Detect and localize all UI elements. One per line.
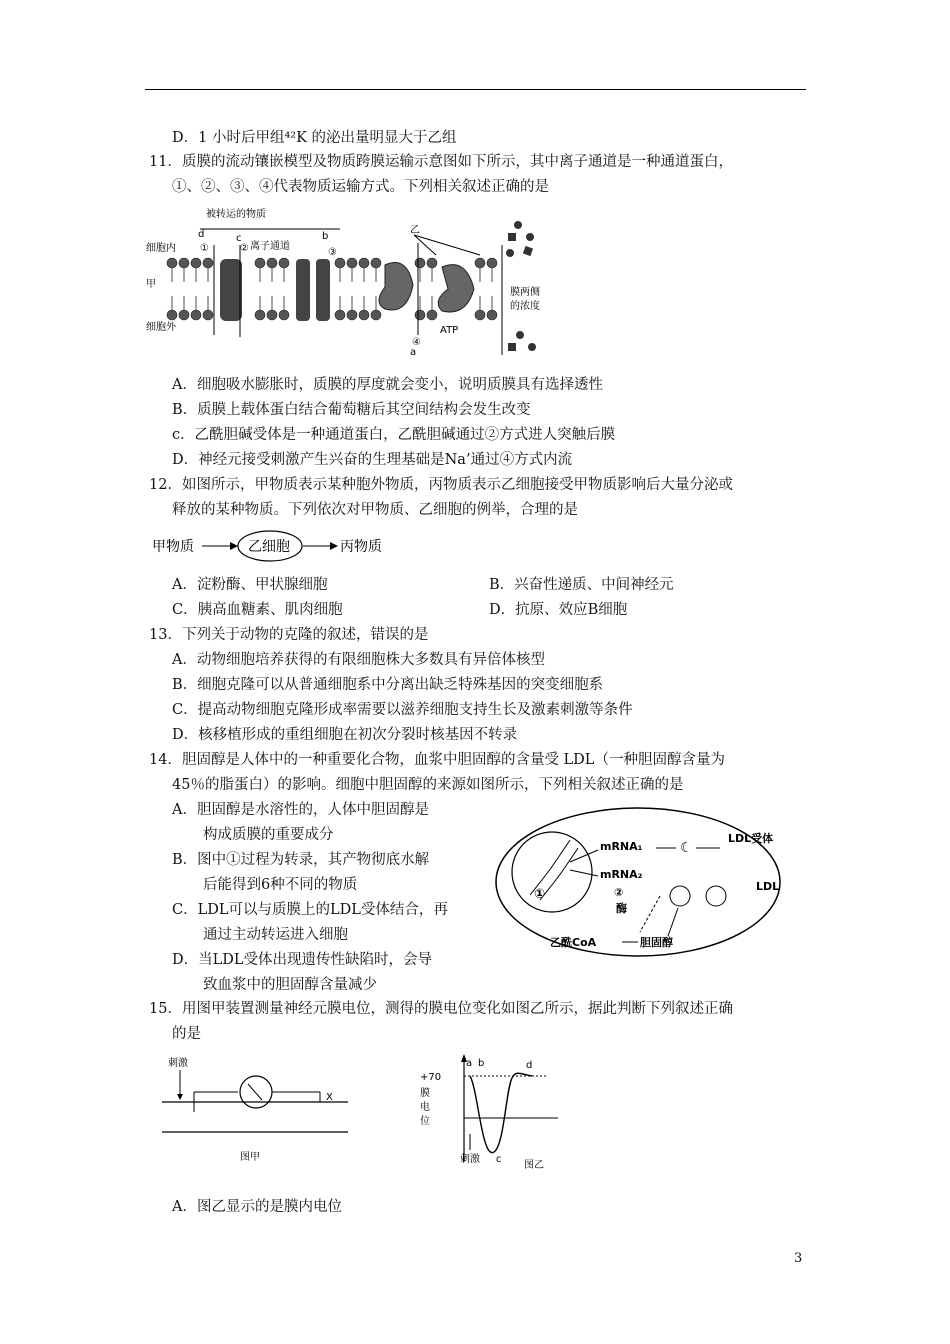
- q15-stem-line1: 15．用图甲装置测量神经元膜电位，测得的膜电位变化如图乙所示，据此判断下列叙述正确: [149, 1001, 733, 1017]
- q15-fig-yi: [408, 1050, 568, 1172]
- q11-option-d: D．神经元接受刺激产生兴奋的生理基础是Na’通过④方式内流: [172, 452, 573, 468]
- q14-fig-num2: ②: [614, 886, 624, 899]
- q15-yi-stim: 刺激: [460, 1154, 480, 1165]
- q14-fig-mrna1: mRNA₁: [600, 840, 643, 853]
- q15-stem-line2: 的是: [172, 1026, 201, 1042]
- q14-option-a-1: A．胆固醇是水溶性的，人体中胆固醇是: [172, 802, 429, 818]
- q14-fig-ldl-receptor: LDL受体: [728, 832, 774, 845]
- letter-c: c: [236, 233, 242, 244]
- label-transported: 被转运的物质: [206, 209, 266, 220]
- q11-stem-line2: ①、②、③、④代表物质运输方式。下列相关叙述正确的是: [172, 179, 549, 195]
- num-2: ②: [240, 243, 249, 254]
- q14-option-a-2: 构成质膜的重要成分: [203, 827, 334, 843]
- q14-stem-line2: 45％的脂蛋白）的影响。细胞中胆固醇的来源如图所示，下列相关叙述正确的是: [172, 777, 684, 793]
- q14-option-b-1: B．图中①过程为转录，其产物彻底水解: [172, 852, 430, 868]
- q11-stem-line1: 11．质膜的流动镶嵌模型及物质跨膜运输示意图如下所示，其中离子通道是一种通道蛋白，: [149, 154, 733, 170]
- q12-flow-figure: [150, 528, 410, 564]
- q14-fig-moon-1: ☾: [680, 840, 693, 856]
- label-ion-channel: 离子通道: [250, 241, 290, 252]
- q11-membrane-figure: [140, 205, 540, 365]
- q14-option-b-2: 后能得到6种不同的物质: [203, 877, 358, 893]
- letter-b: b: [322, 231, 329, 242]
- label-cell-outside: 细胞外: [146, 322, 176, 333]
- q14-option-c-1: C．LDL可以与质膜上的LDL受体结合，再: [172, 902, 448, 918]
- q13-option-b: B．细胞克隆可以从普通细胞系中分离出缺乏特殊基因的突变细胞系: [172, 677, 604, 693]
- q14-fig-cholesterol: 胆固醇: [640, 936, 673, 949]
- q10-option-d: D．1 小时后甲组⁴²K 的泌出量明显大于乙组: [172, 130, 457, 146]
- q15-option-a: A．图乙显示的是膜内电位: [172, 1199, 342, 1215]
- letter-d: d: [198, 229, 205, 240]
- q12-option-c: C．胰高血糖素、肌肉细胞: [172, 602, 343, 618]
- q13-stem: 13．下列关于动物的克隆的叙述，错误的是: [149, 627, 429, 643]
- num-3: ③: [328, 247, 337, 258]
- q15-yi-ylabel-2: 电: [420, 1102, 430, 1113]
- q11-option-b: B．质膜上载体蛋白结合葡萄糖后其空间结构会发生改变: [172, 402, 531, 418]
- q14-fig-mrna2: mRNA₂: [600, 868, 643, 881]
- q12-fig-left: 甲物质: [152, 539, 194, 555]
- num-1: ①: [200, 243, 209, 254]
- label-jia: 甲: [146, 279, 156, 290]
- q12-fig-center: 乙细胞: [248, 539, 290, 555]
- q15-yi-ylabel-1: 膜: [420, 1088, 430, 1099]
- q15-jia-stim: 刺激: [168, 1058, 188, 1069]
- q15-yi-point-b: b: [478, 1058, 485, 1069]
- q14-fig-enzyme: 酶: [616, 902, 627, 915]
- q14-cell-figure: [490, 800, 810, 960]
- q15-yi-ylabel-3: 位: [420, 1116, 430, 1127]
- label-conc-2: 的浓度: [510, 301, 540, 312]
- q15-jia-caption: 图甲: [240, 1152, 260, 1163]
- q12-option-a: A．淀粉酶、甲状腺细胞: [172, 577, 328, 593]
- q12-stem-line1: 12．如图所示，甲物质表示某种胞外物质，丙物质表示乙细胞接受甲物质影响后大量分泌或: [149, 477, 733, 493]
- num-4: ④: [412, 337, 421, 348]
- label-conc-1: 膜两侧: [510, 287, 540, 298]
- q14-option-d-1: D．当LDL受体出现遗传性缺陷时，会导: [172, 952, 433, 968]
- q12-option-b: B．兴奋性递质、中间神经元: [489, 577, 674, 593]
- q12-fig-right: 丙物质: [340, 539, 382, 555]
- page-number: 3: [794, 1251, 803, 1266]
- q11-option-c: c．乙酰胆碱受体是一种通道蛋白，乙酰胆碱通过②方式进人突触后膜: [172, 427, 616, 443]
- label-atp: ATP: [440, 325, 459, 336]
- label-yi: 乙: [410, 225, 420, 236]
- q14-fig-acetyl: 乙酰CoA: [550, 936, 597, 949]
- q15-fig-jia: [158, 1052, 358, 1167]
- q15-yi-point-d: d: [526, 1060, 533, 1071]
- q14-fig-num1: ①: [534, 887, 546, 902]
- q15-yi-caption: 图乙: [524, 1160, 544, 1171]
- q14-fig-ldl: LDL: [756, 880, 780, 893]
- q15-yi-point-c: c: [496, 1154, 502, 1165]
- q12-stem-line2: 释放的某种物质。下列依次对甲物质、乙细胞的例举，合理的是: [172, 502, 578, 518]
- label-cell-inside: 细胞内: [146, 243, 176, 254]
- q14-option-c-2: 通过主动转运进入细胞: [203, 927, 348, 943]
- q12-option-d: D．抗原、效应B细胞: [489, 602, 628, 618]
- q13-option-a: A．动物细胞培养获得的有限细胞株大多数具有异倍体核型: [172, 652, 545, 668]
- q11-option-a: A．细胞吸水膨胀时，质膜的厚度就会变小，说明质膜具有选择透性: [172, 377, 603, 393]
- header-rule: [145, 89, 806, 90]
- q13-option-d: D．核移植形成的重组细胞在初次分裂时核基因不转录: [172, 727, 518, 743]
- q14-option-d-2: 致血浆中的胆固醇含量减少: [203, 977, 377, 993]
- q13-option-c: C．提高动物细胞克隆形成率需要以滋养细胞支持生长及激素刺激等条件: [172, 702, 633, 718]
- letter-a: a: [410, 347, 417, 358]
- q15-yi-point-a: a: [466, 1058, 473, 1069]
- q14-stem-line1: 14．胆固醇是人体中的一种重要化合物，血浆中胆固醇的含量受 LDL（一种胆固醇含量为: [149, 752, 725, 768]
- q15-yi-ytick: +70: [420, 1072, 442, 1083]
- q15-jia-x: X: [326, 1092, 333, 1103]
